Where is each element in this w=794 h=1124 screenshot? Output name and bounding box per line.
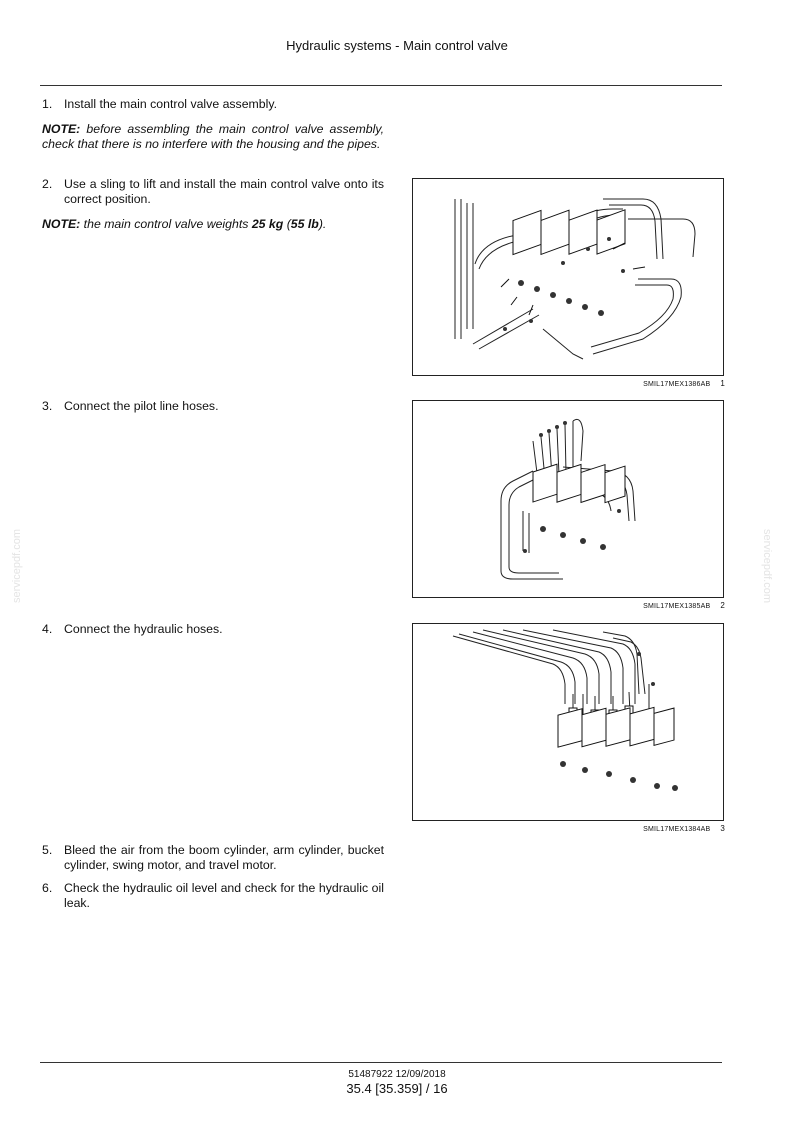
step-number: 1. (42, 97, 53, 111)
step-3 (42, 399, 384, 414)
note-label: NOTE: (42, 122, 81, 136)
note-label: NOTE: (42, 217, 81, 231)
figure-2-pilot-line-hoses (412, 400, 724, 598)
footer-rule (40, 1062, 722, 1063)
step-4 (42, 622, 384, 637)
page-header-title: Hydraulic systems - Main control valve (286, 38, 508, 53)
note-text-pre: the main control valve weights (80, 217, 252, 231)
footer-page-number: 35.4 [35.359] / 16 (346, 1081, 448, 1096)
control-valve-drawing-1 (413, 179, 723, 375)
step-number: 4. (42, 622, 53, 636)
step-text: Check the hydraulic oil level and check for the hydraulic oil leak. (64, 881, 384, 910)
step-text: Install the main control valve assembly. (64, 97, 278, 111)
hydraulic-hose-drawing (413, 624, 723, 820)
note-text-post: ). (318, 217, 327, 231)
step-text: Connect the pilot line hoses. (64, 399, 219, 413)
note-assembly (42, 122, 384, 152)
figure-code: SMIL17MEX1385AB (643, 603, 711, 610)
figure-number: 3 (720, 824, 725, 833)
note-text-mid: ( (283, 217, 291, 231)
step-text: Connect the hydraulic hoses. (64, 622, 223, 636)
step-2 (42, 177, 384, 207)
watermark-left: servicepdf.com (10, 529, 23, 603)
figure-code: SMIL17MEX1384AB (643, 826, 711, 833)
figure-1-control-valve-assembly (412, 178, 724, 376)
step-5 (42, 843, 384, 873)
pilot-hose-drawing (413, 401, 723, 597)
footer-doc-number: 51487922 12/09/2018 (348, 1069, 446, 1080)
note-text: before assembling the main control valve assembly, check that there is no interfere with the housing and the pipes. (42, 122, 384, 151)
step-6 (42, 881, 384, 911)
step-number: 3. (42, 399, 53, 413)
figure-number: 1 (720, 379, 725, 388)
step-text: Use a sling to lift and install the main control valve onto its correct position. (64, 177, 384, 206)
figure-3-caption (560, 824, 725, 833)
step-number: 6. (42, 881, 53, 895)
weight-kg: 25 kg (251, 217, 284, 231)
weight-lb: 55 lb (290, 217, 319, 231)
step-number: 2. (42, 177, 53, 191)
step-number: 5. (42, 843, 53, 857)
note-weight (42, 217, 384, 232)
step-1 (42, 97, 384, 112)
watermark-right: servicepdf.com (760, 529, 773, 603)
figure-number: 2 (720, 601, 725, 610)
figure-1-caption (560, 379, 725, 388)
figure-3-hydraulic-hoses (412, 623, 724, 821)
header-rule (40, 85, 722, 86)
figure-2-caption (560, 601, 725, 610)
step-text: Bleed the air from the boom cylinder, arm cylinder, bucket cylinder, swing motor, and travel motor. (64, 843, 384, 872)
figure-code: SMIL17MEX1386AB (643, 381, 711, 388)
